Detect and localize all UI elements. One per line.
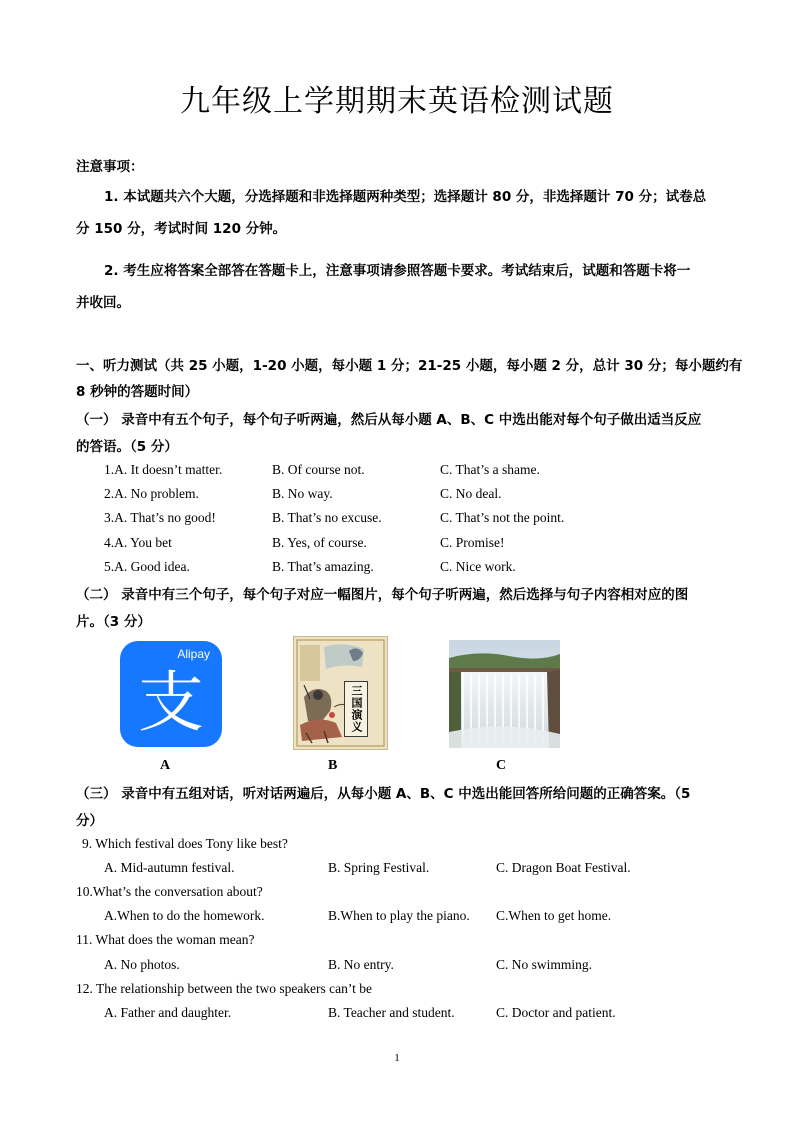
notice-item-2-line-1: 2. 考生应将答案全部答在答题卡上，注意事项请参照答题卡要求。考试结束后，试题和答题卡将一: [104, 263, 691, 279]
q2-option-a: 2.A. No problem.: [104, 486, 199, 501]
part-2-instruction-line-1: （二） 录音中有三个句子，每个句子对应一幅图片，每个句子听两遍，然后选择与句子内容相对应的图: [76, 587, 689, 603]
picture-label-b: B: [328, 758, 338, 773]
section-1-heading-line-2: 8 秒钟的答题时间）: [76, 384, 199, 400]
notice-item-1-line-2: 分 150 分，考试时间 120 分钟。: [76, 221, 287, 237]
q10-option-a: A.When to do the homework.: [104, 908, 265, 923]
book-illustration-icon: [294, 637, 387, 749]
waterfall-picture: [449, 640, 560, 748]
part-2-instruction-line-2: 片。（3 分）: [76, 614, 151, 630]
part-3-instruction-line-1: （三） 录音中有五组对话，听对话两遍后，从每小题 A、B、C 中选出能回答所给问题的正确答案。（5: [76, 786, 691, 802]
waterfall-icon: [449, 640, 560, 748]
notice-item-1-line-1: 1. 本试题共六个大题，分选择题和非选择题两种类型；选择题计 80 分，非选择题计 70 分；试卷总: [104, 189, 707, 205]
q9-option-c: C. Dragon Boat Festival.: [496, 860, 631, 875]
q3-option-a: 3.A. That’s no good!: [104, 510, 216, 525]
alipay-logo-glyph: 支: [138, 664, 204, 741]
q5-option-a: 5.A. Good idea.: [104, 559, 190, 574]
alipay-logo-text: Alipay: [177, 647, 210, 661]
q4-option-a: 4.A. You bet: [104, 535, 172, 550]
q5-option-b: B. That’s amazing.: [272, 559, 374, 574]
q3-option-b: B. That’s no excuse.: [272, 510, 382, 525]
q12-option-a: A. Father and daughter.: [104, 1005, 232, 1020]
book-cover-picture: [293, 636, 388, 750]
page-title: 九年级上学期期末英语检测试题: [180, 84, 614, 119]
book-title: 三国演义: [344, 681, 368, 737]
alipay-logo-picture: [120, 641, 222, 747]
q12-option-c: C. Doctor and patient.: [496, 1005, 616, 1020]
notice-heading: 注意事项：: [76, 159, 144, 175]
notice-item-2-line-2: 并收回。: [76, 295, 130, 311]
q1-option-c: C. That’s a shame.: [440, 462, 540, 477]
q9-option-a: A. Mid-autumn festival.: [104, 860, 235, 875]
part-3-instruction-line-2: 分）: [76, 813, 103, 829]
q11-option-c: C. No swimming.: [496, 957, 593, 972]
q5-option-c: C. Nice work.: [440, 559, 516, 574]
q2-option-c: C. No deal.: [440, 486, 502, 501]
page-number: 1: [394, 1052, 400, 1064]
q9-question: 9. Which festival does Tony like best?: [82, 836, 288, 851]
q12-option-b: B. Teacher and student.: [328, 1005, 455, 1020]
q4-option-c: C. Promise!: [440, 535, 505, 550]
q12-question: 12. The relationship between the two speakers can’t be: [76, 981, 373, 996]
part-1-instruction-line-2: 的答语。（5 分）: [76, 439, 178, 455]
part-1-instruction-line-1: （一） 录音中有五个句子，每个句子听两遍，然后从每小题 A、B、C 中选出能对每个句子做出适当反应: [76, 412, 702, 428]
q2-option-b: B. No way.: [272, 486, 333, 501]
q11-option-b: B. No entry.: [328, 957, 394, 972]
q11-option-a: A. No photos.: [104, 957, 180, 972]
q11-question: 11. What does the woman mean?: [76, 932, 255, 947]
q10-question: 10.What’s the conversation about?: [76, 884, 263, 899]
q10-option-c: C.When to get home.: [496, 908, 612, 923]
q9-option-b: B. Spring Festival.: [328, 860, 430, 875]
section-1-heading-line-1: 一、听力测试（共 25 小题，1-20 小题，每小题 1 分；21-25 小题，每小题 2 分，总计 30 分；每小题约有: [76, 358, 743, 374]
q3-option-c: C. That’s not the point.: [440, 510, 565, 525]
q1-option-a: 1.A. It doesn’t matter.: [104, 462, 223, 477]
q4-option-b: B. Yes, of course.: [272, 535, 367, 550]
picture-label-c: C: [496, 758, 507, 773]
q1-option-b: B. Of course not.: [272, 462, 365, 477]
picture-label-a: A: [160, 758, 171, 773]
q10-option-b: B.When to play the piano.: [328, 908, 470, 923]
